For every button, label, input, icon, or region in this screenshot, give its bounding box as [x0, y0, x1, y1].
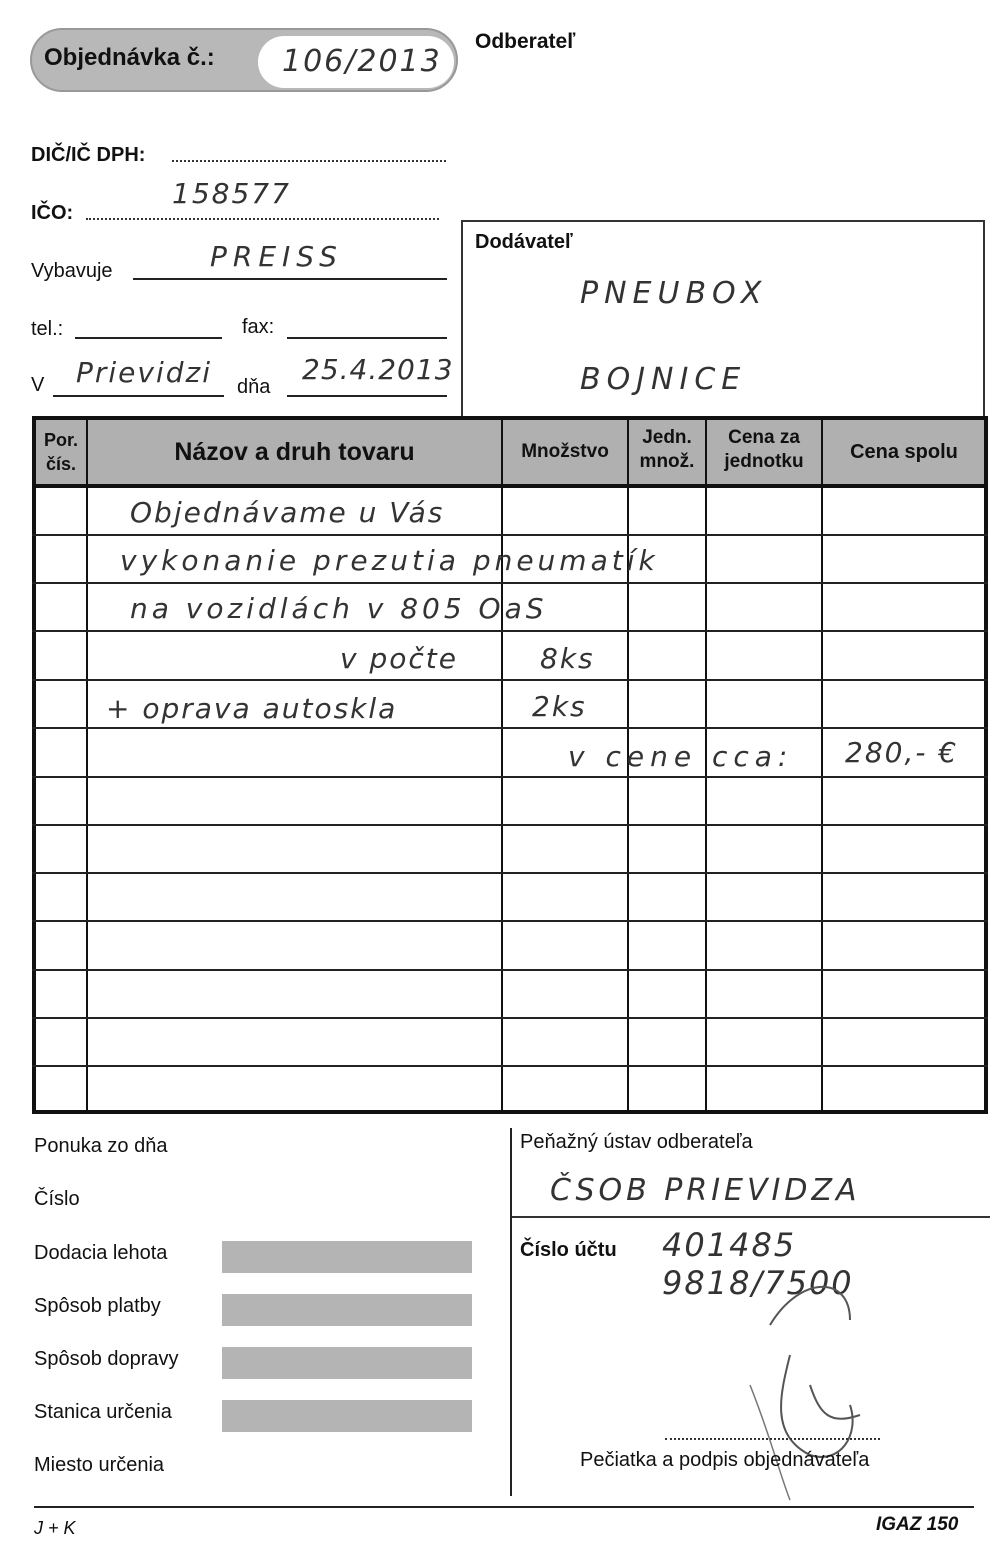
row-divider: [32, 776, 988, 778]
footer-form-code: IGAZ 150: [876, 1514, 959, 1535]
col-header-cena-spolu: Cena spolu: [850, 441, 958, 463]
col-header-jedn-mnoz: Jedn. množ.: [639, 427, 695, 472]
supplier-label: Dodávateľ: [475, 231, 573, 253]
footer-line: [34, 1506, 974, 1508]
supplier-city: BOJNICE: [580, 362, 747, 397]
row-divider: [32, 824, 988, 826]
table-row-6-cena-spolu: 280,- €: [845, 736, 959, 769]
row-divider: [32, 630, 988, 632]
column-divider: [821, 416, 823, 1114]
row-divider: [32, 582, 988, 584]
col-header-por-cis: Por. čís.: [43, 430, 78, 474]
table-row-3-nazov: na vozidlách v 805 OaS: [130, 592, 548, 625]
tel-label: tel.:: [31, 318, 64, 340]
cislo-label: Číslo: [34, 1188, 80, 1210]
v-value: Prievidzi: [76, 356, 213, 389]
row-divider: [32, 1017, 988, 1019]
footer-publisher: J + K: [34, 1518, 76, 1538]
row-divider: [32, 679, 988, 681]
dna-field[interactable]: [287, 393, 447, 397]
table-row-5-mnozstvo: 2ks: [532, 690, 587, 723]
sposob-platby-field[interactable]: [222, 1294, 472, 1326]
row-divider: [32, 920, 988, 922]
buyer-label: Odberateľ: [475, 30, 576, 53]
supplier-name: PNEUBOX: [580, 276, 768, 311]
sposob-dopravy-field[interactable]: [222, 1347, 472, 1379]
table-row-4-mnozstvo: 8ks: [540, 642, 595, 675]
dna-label: dňa: [237, 376, 271, 398]
signature-label: Pečiatka a podpis objednávateľa: [580, 1449, 870, 1471]
account-label: Číslo účtu: [520, 1239, 617, 1261]
vybavuje-label: Vybavuje: [31, 260, 113, 282]
vybavuje-field[interactable]: [133, 276, 447, 280]
stanica-urcenia-label: Stanica určenia: [34, 1401, 172, 1423]
table-row-4-nazov: v počte: [340, 642, 458, 675]
column-divider: [501, 416, 503, 1114]
ponuka-label: Ponuka zo dňa: [34, 1135, 168, 1157]
dic-field[interactable]: [172, 154, 446, 162]
signature-line[interactable]: [665, 1438, 880, 1440]
sposob-platby-label: Spôsob platby: [34, 1295, 161, 1317]
col-header-nazov: Názov a druh tovaru: [174, 438, 415, 466]
bank-value: ČSOB PRIEVIDZA: [550, 1173, 861, 1208]
vybavuje-value: PREISS: [210, 240, 343, 273]
dna-value: 25.4.2013: [302, 353, 454, 386]
row-divider: [32, 1065, 988, 1067]
account-value: 401485 9818/7500: [662, 1226, 854, 1302]
sposob-dopravy-label: Spôsob dopravy: [34, 1348, 179, 1370]
col-header-mnozstvo: Množstvo: [521, 441, 609, 462]
table-row-6-note: v cene cca:: [568, 740, 794, 773]
ico-value: 158577: [172, 177, 291, 210]
miesto-urcenia-label: Miesto určenia: [34, 1454, 165, 1476]
table-row-1-nazov: Objednávame u Vás: [130, 496, 445, 529]
order-label: Objednávka č.:: [44, 44, 215, 71]
row-divider: [32, 727, 988, 729]
dic-label: DIČ/IČ DPH:: [31, 144, 146, 166]
ico-label: IČO:: [31, 202, 74, 224]
table-row-2-nazov: vykonanie prezutia pneumatík: [120, 544, 659, 577]
dodacia-lehota-label: Dodacia lehota: [34, 1242, 168, 1264]
tel-field[interactable]: [75, 335, 222, 339]
col-header-cena-za-jednotku: Cena za jednotku: [724, 427, 804, 472]
column-divider: [86, 416, 88, 1114]
table-row-5-nazov: + oprava autoskla: [106, 692, 398, 725]
fax-label: fax:: [242, 316, 275, 338]
order-number-value: 106/2013: [282, 44, 442, 79]
row-divider: [32, 969, 988, 971]
fax-field[interactable]: [287, 335, 447, 339]
v-label: V: [31, 374, 45, 396]
ico-field[interactable]: [86, 212, 439, 220]
row-divider: [32, 534, 988, 536]
bank-underline: [512, 1216, 990, 1218]
v-field[interactable]: [53, 393, 224, 397]
bank-label: Peňažný ústav odberateľa: [520, 1131, 753, 1153]
stanica-urcenia-field[interactable]: [222, 1400, 472, 1432]
dodacia-lehota-field[interactable]: [222, 1241, 472, 1273]
bottom-divider: [510, 1128, 512, 1496]
row-divider: [32, 872, 988, 874]
